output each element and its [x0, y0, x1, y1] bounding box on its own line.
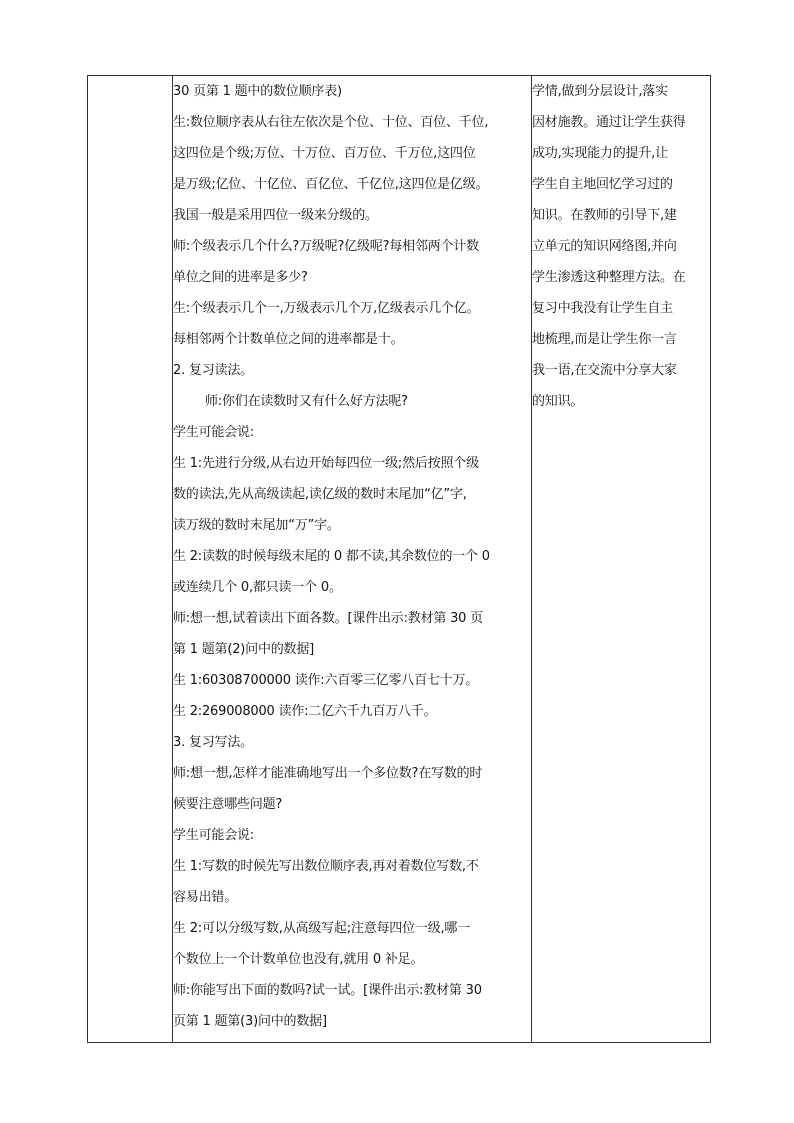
section-heading: 3. 复习写法。: [173, 735, 253, 750]
text-line: 生:个级表示几个一,万级表示几个万,亿级表示几个亿。: [173, 301, 480, 316]
text-line: 个数位上一个计数单位也没有,就用 0 补足。: [173, 952, 424, 967]
text-line: 生 2:读数的时候每级末尾的 0 都不读,其余数位的一个 0: [173, 549, 490, 564]
note-line: 立单元的知识网络图,并向: [532, 239, 677, 254]
text-line: 学生可能会说:: [173, 425, 254, 440]
lesson-plan-table: [87, 75, 711, 1043]
text-line: 生:数位顺序表从右往左依次是个位、十位、百位、千位,: [173, 115, 489, 130]
text-line: 我国一般是采用四位一级来分级的。: [173, 208, 378, 223]
text-line: 生 2:269008000 读作:二亿六千九百万八千。: [173, 704, 437, 719]
text-line: 单位之间的进率是多少?: [173, 270, 308, 285]
note-line: 学生渗透这种整理方法。在: [532, 270, 686, 285]
text-line: 师:你们在读数时又有什么好方法呢?: [205, 394, 408, 409]
text-line: 每相邻两个计数单位之间的进率都是十。: [173, 332, 404, 347]
text-line: 候要注意哪些问题?: [173, 797, 283, 812]
note-line: 知识。在教师的引导下,建: [532, 208, 677, 223]
text-line: 师:个级表示几个什么?万级呢?亿级呢?每相邻两个计数: [173, 239, 479, 254]
text-line: 页第 1 题第(3)问中的数据]: [173, 1014, 327, 1029]
text-line: 师:你能写出下面的数吗?试一试。[课件出示:教材第 30: [173, 983, 482, 998]
note-line: 复习中我没有让学生自主: [532, 301, 673, 316]
text-line: 第 1 题第(2)问中的数据]: [173, 642, 315, 657]
text-line: 生 1:先进行分级,从右边开始每四位一级;然后按照个级: [173, 456, 479, 471]
note-line: 我一语,在交流中分享大家: [532, 363, 677, 378]
text-line: 30 页第 1 题中的数位顺序表): [173, 84, 342, 99]
text-line: 师:想一想,试着读出下面各数。[课件出示:教材第 30 页: [173, 611, 483, 626]
text-line: 这四位是个级;万位、十万位、百万位、千万位,这四位: [173, 146, 476, 161]
text-line: 或连续几个 0,都只读一个 0。: [173, 580, 342, 595]
text-line: 生 2:可以分级写数,从高级写起;注意每四位一级,哪一: [173, 921, 471, 936]
note-line: 学生自主地回忆学习过的: [532, 177, 673, 192]
text-line: 是万级;亿位、十亿位、百亿位、千亿位,这四位是亿级。: [173, 177, 489, 192]
text-line: 师:想一想,怎样才能准确地写出一个多位数?在写数的时: [173, 766, 483, 781]
note-line: 地梳理,而是让学生你一言: [532, 332, 677, 347]
section-heading: 2. 复习读法。: [173, 363, 253, 378]
note-line: 学情,做到分层设计,落实: [532, 84, 668, 99]
text-line: 学生可能会说:: [173, 828, 254, 843]
text-line: 生 1:60308700000 读作:六百零三亿零八百七十万。: [173, 673, 479, 688]
note-line: 因材施教。通过让学生获得: [532, 115, 686, 130]
teaching-process-cell: [173, 76, 532, 1043]
note-line: 的知识。: [532, 394, 584, 409]
note-line: 成功,实现能力的提升,让: [532, 146, 668, 161]
text-line: 数的读法,先从高级读起,读亿级的数时末尾加“亿”字,: [173, 487, 467, 502]
left-empty-cell: [88, 76, 173, 1043]
table-row: [88, 76, 711, 1043]
text-line: 读万级的数时末尾加“万”字。: [173, 518, 340, 533]
text-line: 容易出错。: [173, 890, 238, 905]
design-intent-cell: [532, 76, 711, 1043]
text-line: 生 1:写数的时候先写出数位顺序表,再对着数位写数,不: [173, 859, 479, 874]
